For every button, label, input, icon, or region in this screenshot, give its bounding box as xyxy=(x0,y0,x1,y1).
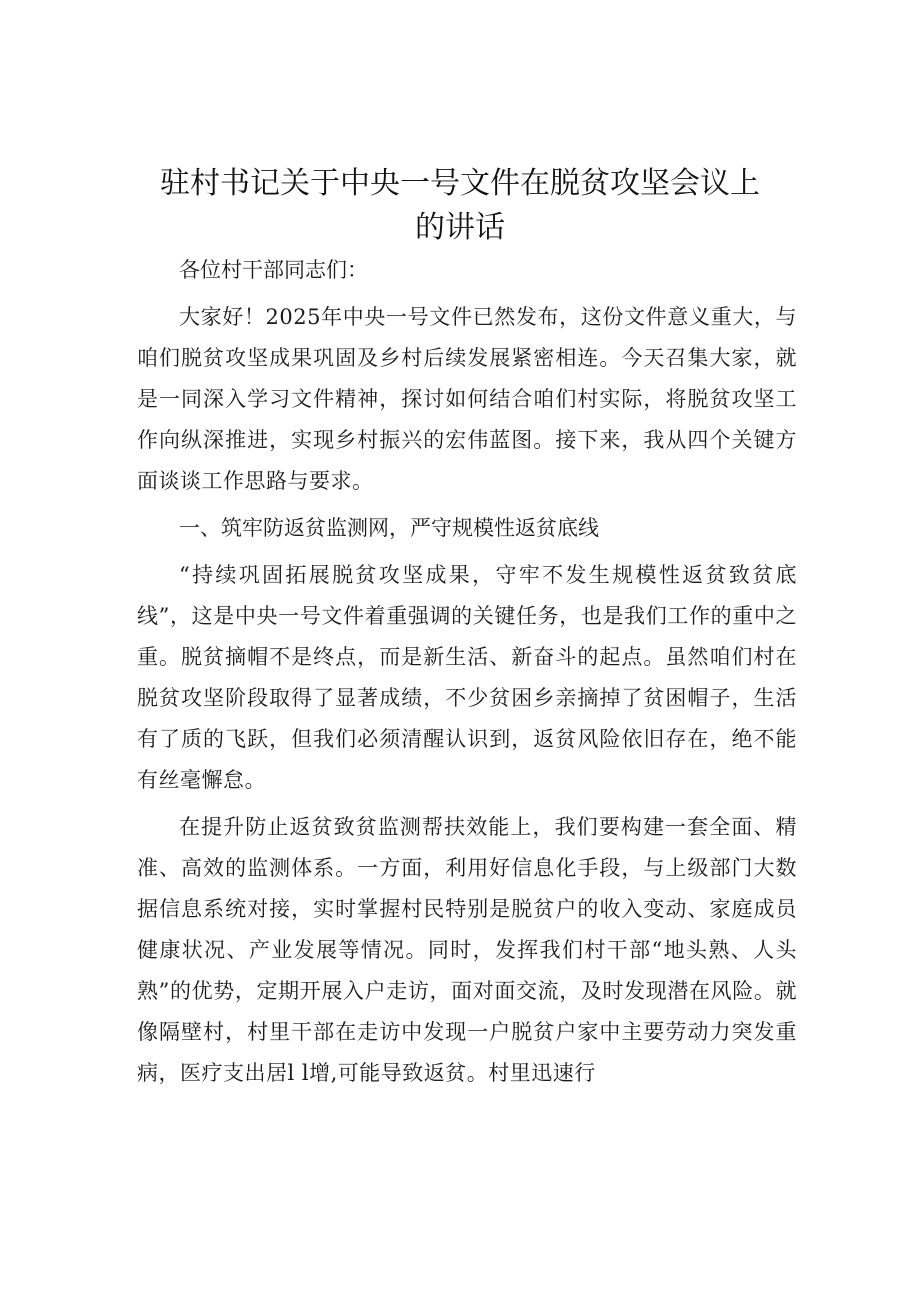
section-heading-1: 一、筑牢防返贫监测网，严守规模性返贫底线 xyxy=(179,516,599,540)
paragraph-section1-a: “持续巩固拓展脱贫攻坚成果，守牢不发生规模性返贫致贫底线”，这是中央一号文件着重强调的关键任务，也是我们工作的重中之重。脱贫摘帽不是终点，而是新生活、新奋斗的起点。虽然咱们村在脱贫攻坚阶段取得了显著成绩，不少贫困乡亲摘掉了贫困帽子，生活有了质的飞跃，但我们必须清醒认识到，返贫风险依旧存在，绝不能有丝毫懈怠。 xyxy=(137,563,797,792)
paragraph-intro: 大家好！2025年中央一号文件已然发布，这份文件意义重大，与咱们脱贫攻坚成果巩固及乡村后续发展紧密相连。今天召集大家，就是一同深入学习文件精神，探讨如何结合咱们村实际，将脱贫攻坚工作向纵深推进，实现乡村振兴的宏伟蓝图。接下来，我从四个关键方面谈谈工作思路与要求。 xyxy=(137,305,797,493)
document-body xyxy=(137,250,797,1100)
title-line-2: 的讲话 xyxy=(415,210,505,245)
document-title xyxy=(130,162,790,250)
salutation: 各位村干部同志们： xyxy=(179,258,368,282)
title-line-1: 驻村书记关于中央一号文件在脱贫攻坚会议上 xyxy=(160,166,760,201)
paragraph-section1-b: 在提升防止返贫致贫监测帮扶效能上，我们要构建一套全面、精准、高效的监测体系。一方面，利用好信息化手段，与上级部门大数据信息系统对接，实时掌握村民特别是脱贫户的收入变动、家庭成员健康状况、产业发展等情况。同时，发挥我们村干部“地头熟、人头熟”的优势，定期开展入户走访，面对面交流，及时发现潜在风险。就像隔壁村，村里干部在走访中发现一户脱贫户家中主要劳动力突发重病，医疗支出居l l增,可能导致返贫。村里迅速行 xyxy=(137,815,797,1085)
